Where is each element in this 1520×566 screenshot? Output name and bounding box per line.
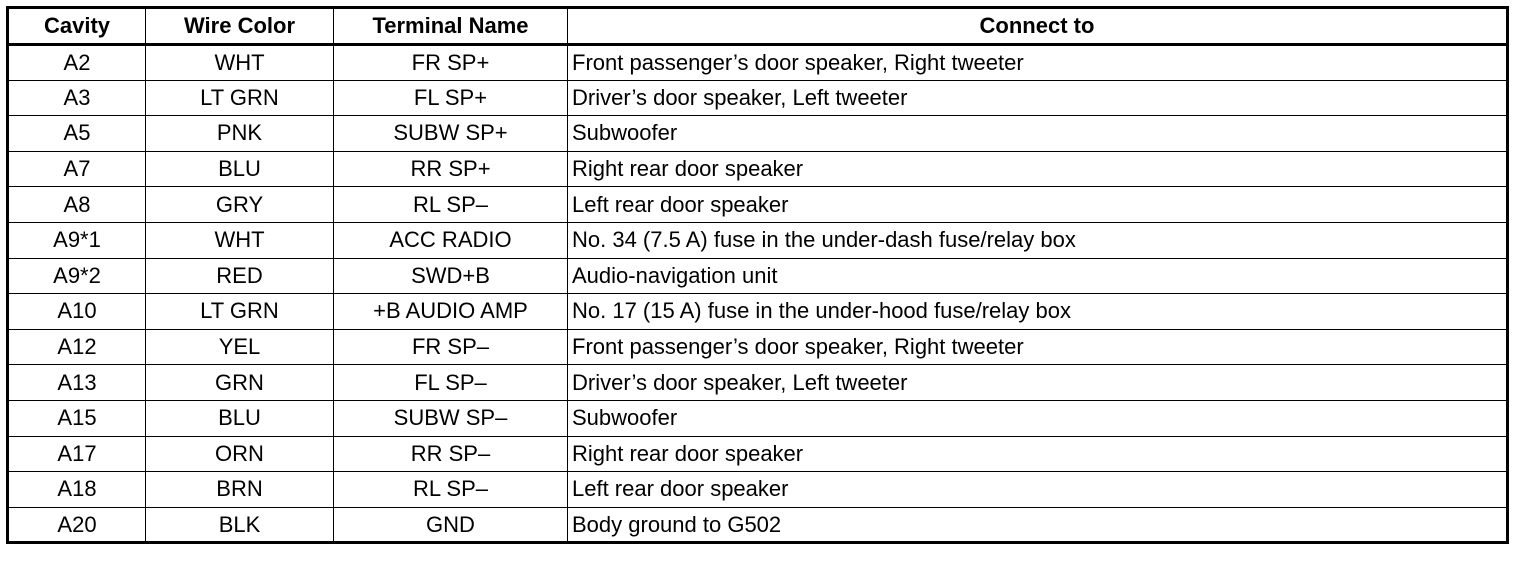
table-row (8, 116, 1508, 152)
connector-pinout-table (6, 6, 1509, 544)
cell-wire-color: BRN (146, 472, 334, 508)
cell-wire-color: GRY (146, 187, 334, 223)
cell-terminal-name: RL SP– (334, 472, 568, 508)
table-row (8, 151, 1508, 187)
cell-terminal-name: RR SP– (334, 436, 568, 472)
table-body (8, 45, 1508, 543)
cell-connect-to: Driver’s door speaker, Left tweeter (568, 365, 1508, 401)
header-terminal-name: Terminal Name (334, 8, 568, 45)
table-row (8, 507, 1508, 543)
cell-terminal-name: RR SP+ (334, 151, 568, 187)
cell-wire-color: WHT (146, 222, 334, 258)
cell-cavity: A17 (8, 436, 146, 472)
cell-cavity: A15 (8, 400, 146, 436)
cell-terminal-name: FR SP– (334, 329, 568, 365)
cell-wire-color: LT GRN (146, 80, 334, 116)
cell-terminal-name: FL SP– (334, 365, 568, 401)
cell-connect-to: No. 34 (7.5 A) fuse in the under-dash fuse/relay box (568, 222, 1508, 258)
table-row (8, 329, 1508, 365)
table-row (8, 400, 1508, 436)
table-row (8, 80, 1508, 116)
cell-wire-color: GRN (146, 365, 334, 401)
table-row (8, 294, 1508, 330)
cell-wire-color: BLU (146, 400, 334, 436)
cell-terminal-name: +B AUDIO AMP (334, 294, 568, 330)
cell-cavity: A20 (8, 507, 146, 543)
cell-terminal-name: RL SP– (334, 187, 568, 223)
table-header-row (8, 8, 1508, 45)
table-row (8, 436, 1508, 472)
cell-cavity: A7 (8, 151, 146, 187)
table-row (8, 365, 1508, 401)
cell-connect-to: Right rear door speaker (568, 151, 1508, 187)
cell-connect-to: Audio-navigation unit (568, 258, 1508, 294)
cell-connect-to: Front passenger’s door speaker, Right tweeter (568, 45, 1508, 81)
cell-terminal-name: FR SP+ (334, 45, 568, 81)
cell-connect-to: Subwoofer (568, 400, 1508, 436)
cell-connect-to: No. 17 (15 A) fuse in the under-hood fuse/relay box (568, 294, 1508, 330)
header-wire-color: Wire Color (146, 8, 334, 45)
cell-terminal-name: SUBW SP+ (334, 116, 568, 152)
cell-terminal-name: SUBW SP– (334, 400, 568, 436)
cell-wire-color: RED (146, 258, 334, 294)
cell-terminal-name: GND (334, 507, 568, 543)
cell-wire-color: WHT (146, 45, 334, 81)
cell-wire-color: YEL (146, 329, 334, 365)
cell-cavity: A2 (8, 45, 146, 81)
cell-connect-to: Front passenger’s door speaker, Right tweeter (568, 329, 1508, 365)
cell-cavity: A8 (8, 187, 146, 223)
table-row (8, 258, 1508, 294)
cell-cavity: A3 (8, 80, 146, 116)
cell-cavity: A13 (8, 365, 146, 401)
cell-cavity: A10 (8, 294, 146, 330)
header-connect-to: Connect to (568, 8, 1508, 45)
cell-wire-color: BLK (146, 507, 334, 543)
cell-connect-to: Body ground to G502 (568, 507, 1508, 543)
cell-terminal-name: SWD+B (334, 258, 568, 294)
cell-wire-color: LT GRN (146, 294, 334, 330)
table-row (8, 187, 1508, 223)
table-row (8, 45, 1508, 81)
cell-terminal-name: FL SP+ (334, 80, 568, 116)
cell-cavity: A12 (8, 329, 146, 365)
header-cavity: Cavity (8, 8, 146, 45)
cell-connect-to: Left rear door speaker (568, 187, 1508, 223)
cell-connect-to: Subwoofer (568, 116, 1508, 152)
cell-connect-to: Right rear door speaker (568, 436, 1508, 472)
cell-connect-to: Driver’s door speaker, Left tweeter (568, 80, 1508, 116)
cell-cavity: A5 (8, 116, 146, 152)
table-row (8, 222, 1508, 258)
cell-terminal-name: ACC RADIO (334, 222, 568, 258)
cell-wire-color: ORN (146, 436, 334, 472)
cell-cavity: A18 (8, 472, 146, 508)
cell-wire-color: BLU (146, 151, 334, 187)
cell-wire-color: PNK (146, 116, 334, 152)
cell-cavity: A9*2 (8, 258, 146, 294)
cell-cavity: A9*1 (8, 222, 146, 258)
table-row (8, 472, 1508, 508)
cell-connect-to: Left rear door speaker (568, 472, 1508, 508)
